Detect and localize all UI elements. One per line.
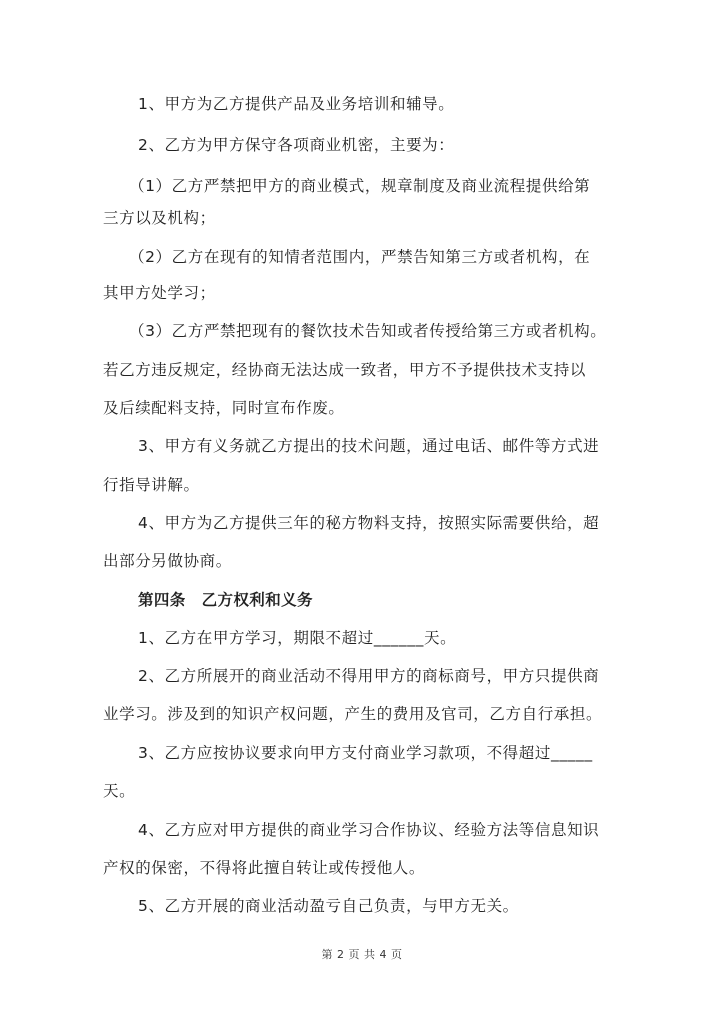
clause-4-item-5: 5、乙方开展的商业活动盈亏自己负责，与甲方无关。: [138, 897, 519, 915]
clause-3-item-2: 2、乙方为甲方保守各项商业机密，主要为：: [138, 136, 455, 154]
clause-4-item-2-line-2: 业学习。涉及到的知识产权问题，产生的费用及官司，乙方自行承担。: [103, 705, 603, 723]
clause-3-item-3-line-1: 3、甲方有义务就乙方提出的技术问题，通过电话、邮件等方式进: [138, 437, 600, 455]
clause-3-item-2-sub-1-line-2: 三方以及机构；: [103, 209, 216, 227]
clause-3-item-3-line-2: 行指导讲解。: [103, 476, 200, 494]
clause-3-item-2-sub-2-line-1: （2）乙方在现有的知情者范围内，严禁告知第三方或者机构，在: [129, 248, 591, 266]
clause-4-item-2-line-1: 2、乙方所展开的商业活动不得用甲方的商标商号，甲方只提供商: [138, 667, 600, 685]
clause-3-item-2-sub-2-line-2: 其甲方处学习；: [103, 284, 216, 302]
section-heading-article-4: 第四条 乙方权利和义务: [138, 591, 313, 609]
clause-4-item-4-line-1: 4、乙方应对甲方提供的商业学习合作协议、经验方法等信息知识: [138, 821, 600, 839]
clause-3-item-2-sub-1-line-1: （1）乙方严禁把甲方的商业模式，规章制度及商业流程提供给第: [129, 177, 591, 195]
page-footer: 第 2 页 共 4 页: [321, 948, 403, 961]
clause-4-item-3-line-2: 天。: [103, 782, 136, 800]
clause-4-item-3-line-1: 3、乙方应按协议要求向甲方支付商业学习款项，不得超过_____: [138, 744, 593, 762]
clause-3-item-1: 1、甲方为乙方提供产品及业务培训和辅导。: [138, 95, 455, 113]
clause-3-item-4-line-1: 4、甲方为乙方提供三年的秘方物料支持，按照实际需要供给，超: [138, 514, 600, 532]
clause-4-item-4-line-2: 产权的保密，不得将此擅自转让或传授他人。: [103, 859, 426, 877]
clause-3-item-4-line-2: 出部分另做协商。: [103, 552, 232, 570]
clause-3-item-2-sub-3-line-2: 若乙方违反规定，经协商无法达成一致者，甲方不予提供技术支持以: [103, 361, 587, 379]
clause-3-item-2-sub-3-line-1: （3）乙方严禁把现有的餐饮技术告知或者传授给第三方或者机构。: [129, 322, 607, 340]
clause-4-item-1: 1、乙方在甲方学习，期限不超过______天。: [138, 629, 457, 647]
clause-3-item-2-sub-3-line-3: 及后续配料支持，同时宣布作废。: [103, 399, 345, 417]
